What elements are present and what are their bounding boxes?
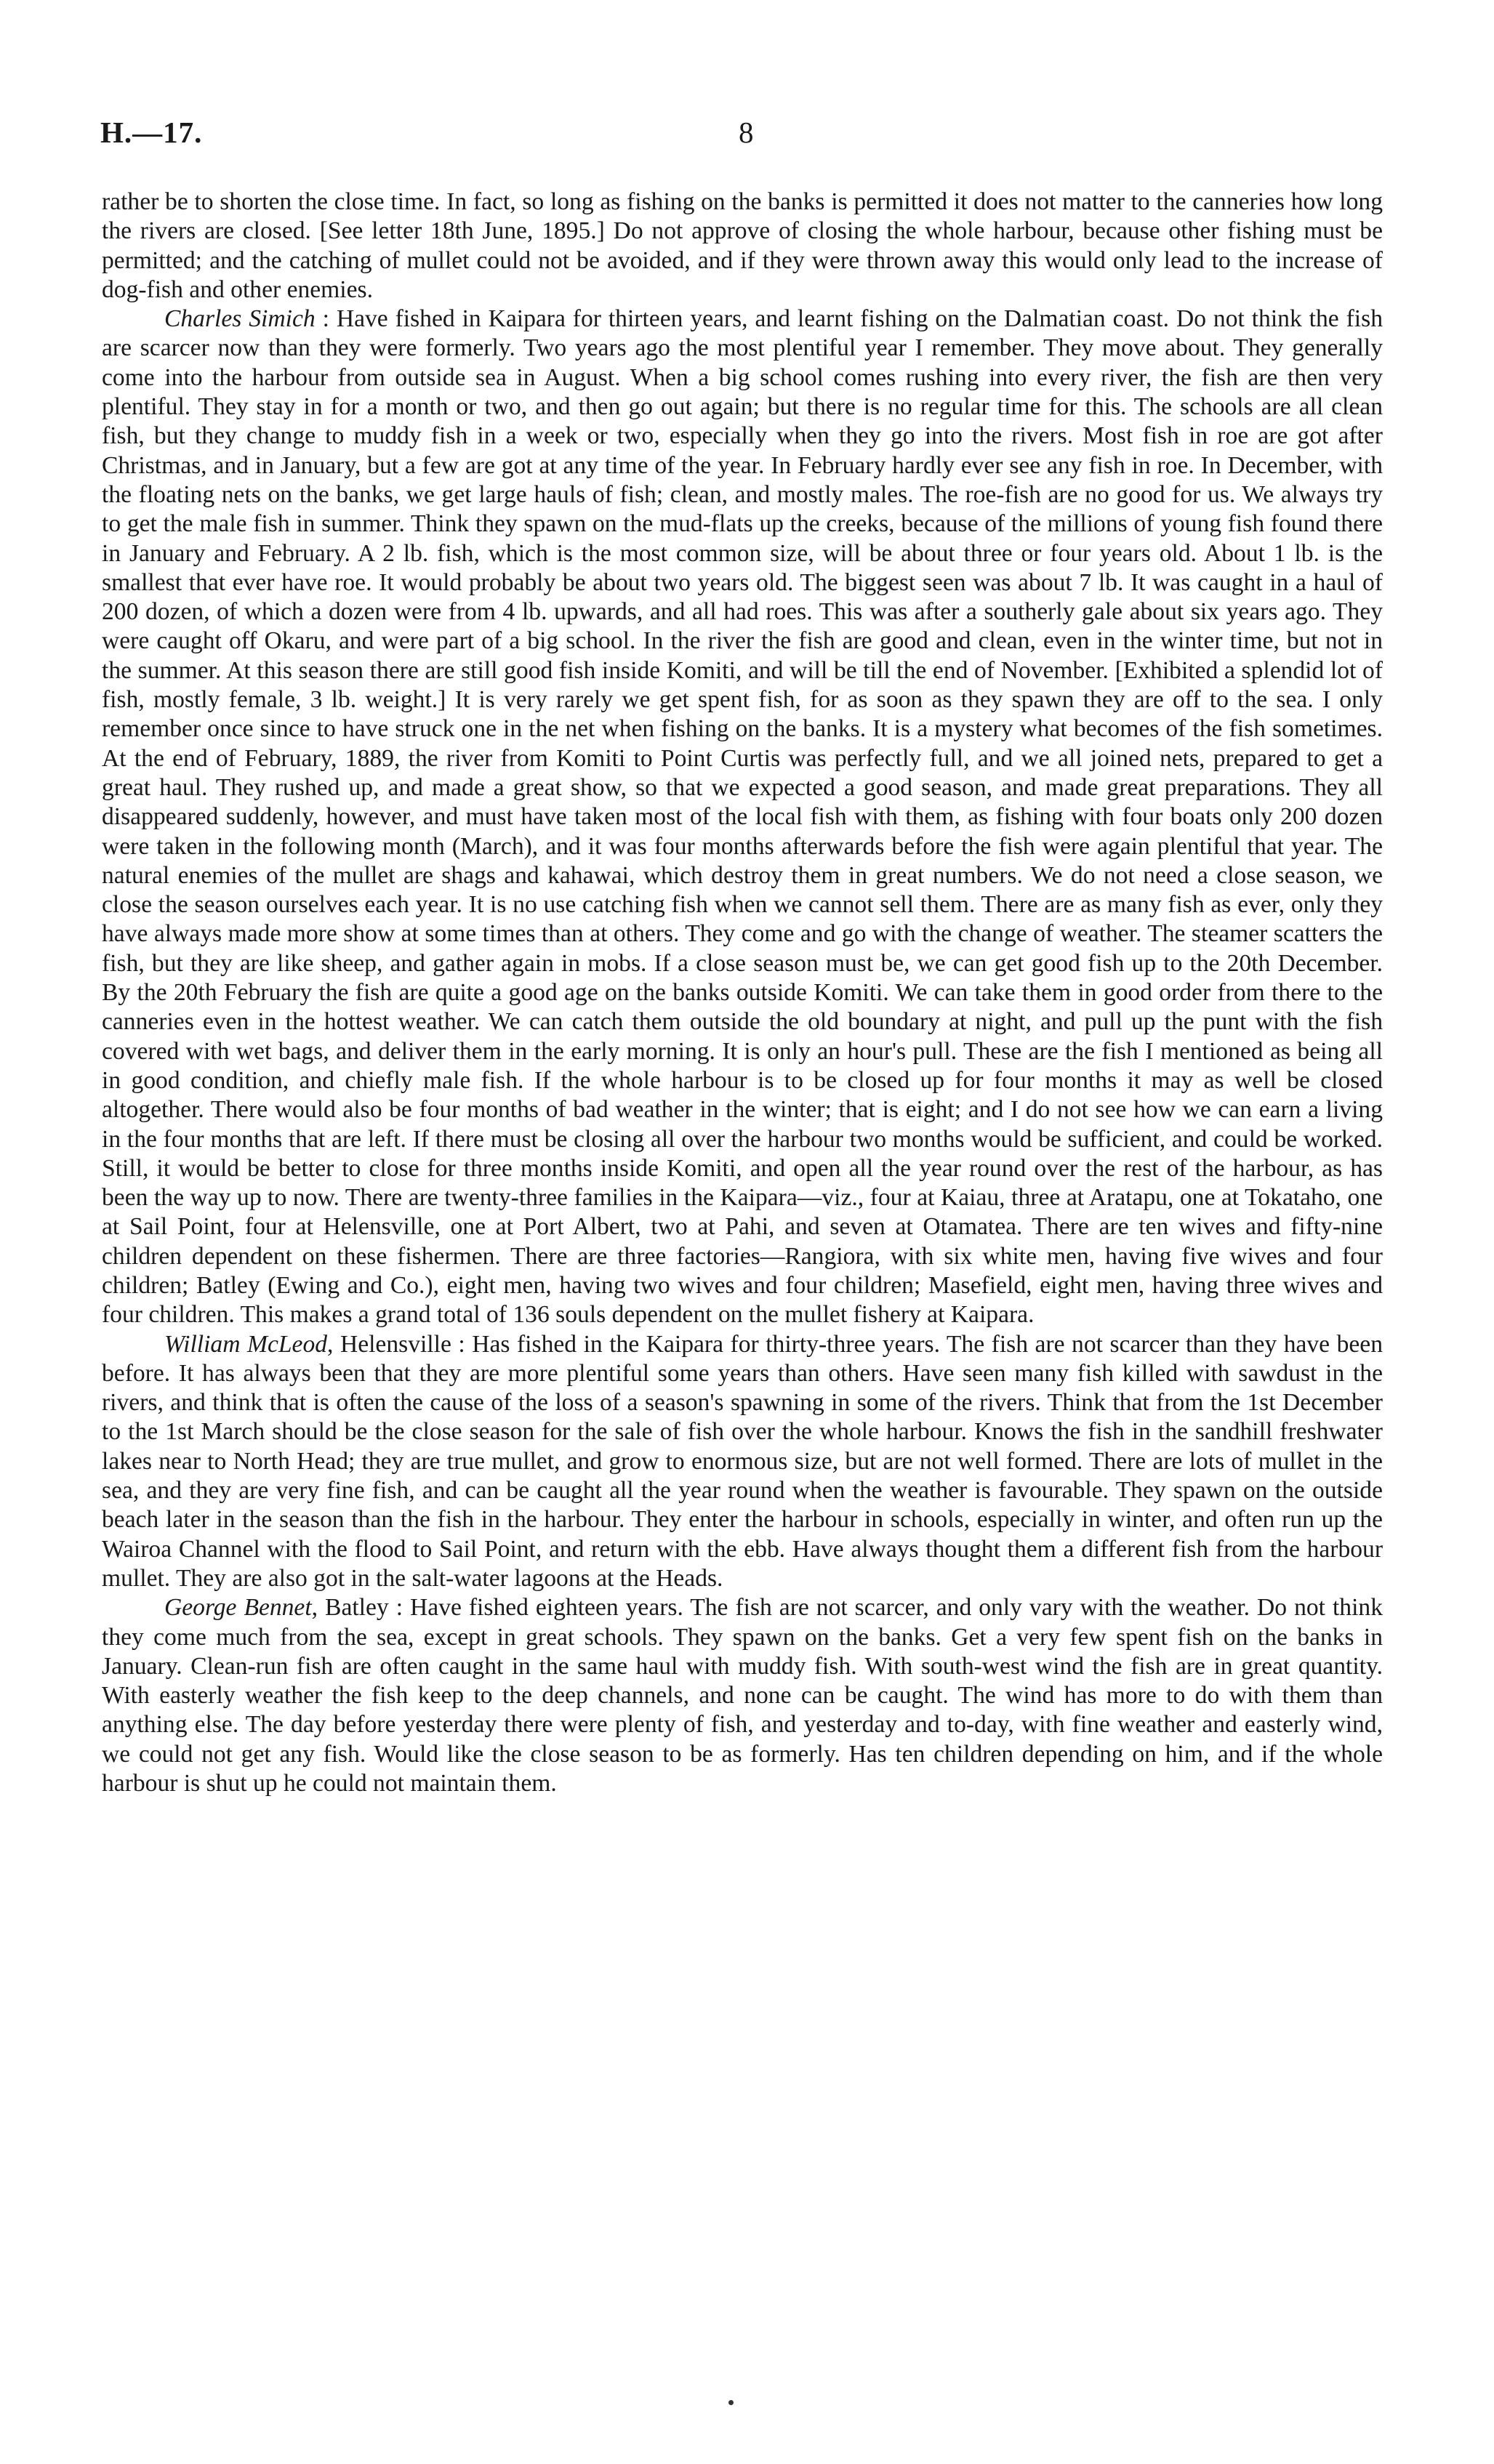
body-text (102, 188, 1383, 1798)
page-header (100, 115, 1380, 158)
paragraph-continuation (102, 188, 1383, 305)
paragraph-text: : Has fished in the Kaipara for thirty-three years. The fish are not scarcer than they have been before. It has always been that they are more plentiful some years than others. Have seen many fish killed with sawdust in the rivers, and think that is often the cause of the loss of a season's spawning in some of the rivers. Think that from the 1st December to the 1st March should be the close season for the sale of fish over the whole harbour. Knows the fish in the sandhill freshwater lakes near to North Head; they are true mullet, and grow to enormous size, but are not well formed. There are lots of mullet in the sea, and they are very fine fish, and can be caught all the year round when the weather is favourable. They spawn on the outside beach later in the season than the fish in the harbour. They enter the harbour in schools, especially in winter, and often run up the Wairoa Channel with the flood to Sail Point, and return with the ebb. Have always thought them a different fish from the harbour mullet. They are also got in the salt-water lagoons at the Heads. (102, 1330, 1383, 1592)
paragraph-text: : Have fished eighteen years. The fish are not scarcer, and only vary with the weather. Do not think they come much from the sea, except in great schools. They spawn on the banks. Get a very few spent fish on the banks in January. Clean-run fish are often caught in the same haul with muddy fish. With south-west wind the fish are in great quantity. With easterly weather the fish keep to the deep channels, and none can be caught. The wind has more to do with them than anything else. The day before yesterday there were plenty of fish, and yesterday and to-day, with fine weather and easterly wind, we could not get any fish. Would like the close season to be as formerly. Has ten children depending on him, and if the whole harbour is shut up he could not maintain them. (102, 1594, 1383, 1797)
paragraph-testimony-simich (102, 305, 1383, 1329)
paragraph-text: rather be to shorten the close time. In fact, so long as fishing on the banks is permitted it does not matter to the canneries how long the rivers are closed. [See letter 18th June, 1895.] Do not approve of closing the whole harbour, because other fishing must be permitted; and the catching of mullet could not be avoided, and if they were thrown away this would only lead to the increase of dog-fish and other enemies. (102, 188, 1383, 303)
speaker-location: , Helensville (327, 1330, 451, 1358)
paragraph-text: : Have fished in Kaipara for thirteen years, and learnt fishing on the Dalmatian coast. Do not think the fish are scarcer now than they were formerly. Two years ago the most plentiful year I remember. They move about. They generally come into the harbour from outside sea in August. When a big school comes rushing into every river, the fish are then very plentiful. They stay in for a month or two, and then go out again; but there is no regular time for this. The schools are all clean fish, but they change to muddy fish in a week or two, especially when they go into the rivers. Most fish in roe are got after Christmas, and in January, but a few are got at any time of the year. In February hardly ever see any fish in roe. In December, with the floating nets on the banks, we get large hauls of fish; clean, and mostly males. The roe-fish are no good for us. We always try to get the male fish in summer. Think they spawn on the mud-flats up the creeks, because of the millions of young fish found there in January and February. A 2 lb. fish, which is the most common size, will be about three or four years old. About 1 lb. is the smallest that ever have roe. It would probably be about two years old. The biggest seen was about 7 lb. It was caught in a haul of 200 dozen, of which a dozen were from 4 lb. upwards, and all had roes. This was after a southerly gale about six years ago. They were caught off Okaru, and were part of a big school. In the river the fish are good and clean, even in the winter time, but not in the summer. At this season there are still good fish inside Komiti, and will be till the end of November. [Exhibited a splendid lot of fish, mostly female, 3 lb. weight.] It is very rarely we get spent fish, for as soon as they spawn they are off to the sea. I only remember once since to have struck one in the net when fishing on the banks. It is a mystery what becomes of the fish sometimes. At the end of February, 1889, the river from Komiti to Point Curtis was perfectly full, and we all joined nets, prepared to get a great haul. They rushed up, and made a great show, so that we expected a good season, and made great preparations. They all disappeared suddenly, however, and must have taken most of the local fish with them, as fishing with four boats only 200 dozen were taken in the following month (March), and it was four months afterwards before the fish were again plentiful that year. The natural enemies of the mullet are shags and kahawai, which destroy them in great numbers. We do not need a close season, we close the season ourselves each year. It is no use catching fish when we cannot sell them. There are as many fish as ever, only they have always made more show at some times than at others. They come and go with the change of weather. The steamer scatters the fish, but they are like sheep, and gather again in mobs. If a close season must be, we can get good fish up to the 20th December. By the 20th February the fish are quite a good age on the banks outside Komiti. We can take them in good order from there to the canneries even in the hottest weather. We can catch them outside the old boundary at night, and pull up the punt with the fish covered with wet bags, and deliver them in the early morning. It is only an hour's pull. These are the fish I mentioned as being all in good condition, and chiefly male fish. If the whole harbour is to be closed up for four months it may as well be closed altogether. There would also be four months of bad weather in the winter; that is eight; and I do not see how we can earn a living in the four months that are left. If there must be closing all over the harbour two months would be sufficient, and could be worked. Still, it would be better to close for three months inside Komiti, and open all the year round over the rest of the harbour, as has been the way up to now. There are twenty-three families in the Kaipara—viz., four at Kaiau, three at Aratapu, one at Tokataho, one at Sail Point, four at Helensville, one at Port Albert, two at Pahi, and seven at Otamatea. There are ten wives and fifty-nine children dependent on these fishermen. There are three factories—Rangiora, with six white men, having five wives and four children; Batley (Ewing and Co.), eight men, having two wives and four children; Masefield, eight men, having three wives and four children. This makes a grand total of 136 souls dependent on the mullet fishery at Kaipara. (102, 305, 1383, 1329)
speaker-name: George Bennet (164, 1594, 312, 1622)
speaker-name: Charles Simich (164, 305, 316, 333)
speaker-name: William McLeod (164, 1330, 328, 1358)
footer-dot (728, 2400, 734, 2405)
page-number: 8 (739, 116, 754, 149)
paragraph-testimony-bennet (102, 1593, 1383, 1798)
paragraph-testimony-mcleod (102, 1330, 1383, 1594)
document-reference: H.—17. (100, 116, 203, 149)
speaker-location: , Batley (311, 1594, 389, 1622)
